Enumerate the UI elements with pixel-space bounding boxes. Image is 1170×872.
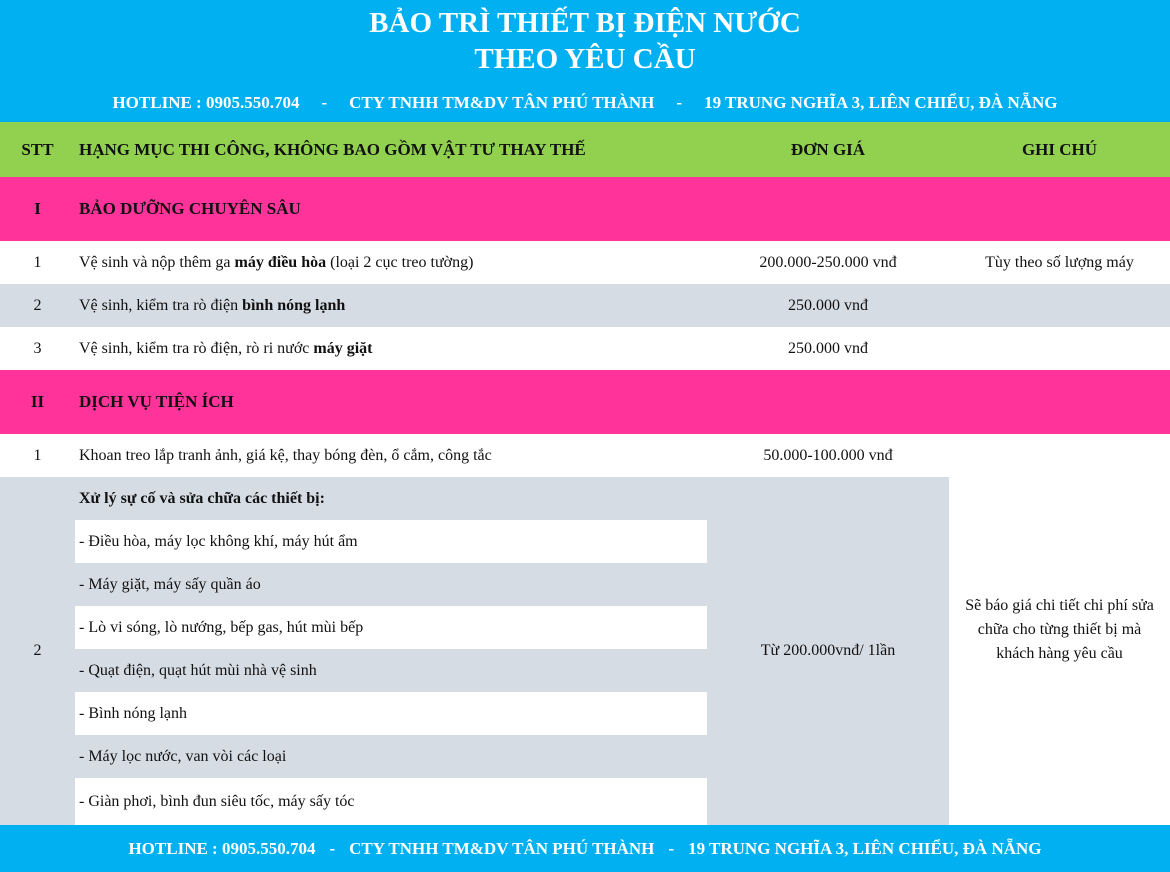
section-title: BẢO DƯỠNG CHUYÊN SÂU (79, 199, 301, 218)
table-row (0, 434, 949, 477)
row-note: Sẽ báo giá chi tiết chi phí sửa chữa cho từng thiết bị mà khách hàng yêu cầu (949, 434, 1170, 825)
hotline-text: HOTLINE : 0905.550.704 (128, 839, 316, 858)
row-item (75, 327, 707, 370)
page-title-line-2: THEO YÊU CẦU (474, 43, 696, 75)
row-stt: 1 (33, 253, 42, 271)
list-item: - Quạt điện, quạt hút mùi nhà vệ sinh (79, 661, 317, 679)
row-note: Tùy theo số lượng máy (985, 253, 1134, 271)
item-text: Vệ sinh và nộp thêm ga (79, 253, 235, 271)
item-text: Vệ sinh, kiểm tra rò điện, rò ri nước (79, 339, 314, 357)
row-item: Khoan treo lắp tranh ảnh, giá kệ, thay bóng đèn, ổ cắm, công tắc (79, 446, 492, 464)
list-item: - Máy lọc nước, van vòi các loại (79, 747, 287, 765)
table-row (0, 327, 1170, 370)
list-item: - Lò vi sóng, lò nướng, bếp gas, hút mùi bếp (75, 606, 707, 649)
column-header-note: GHI CHÚ (1021, 139, 1098, 159)
item-device: máy giặt (313, 339, 373, 357)
company-address: 19 TRUNG NGHĨA 3, LIÊN CHIỂU, ĐÀ NẴNG (704, 93, 1058, 112)
table-column-header (0, 122, 1170, 177)
column-header-item: HẠNG MỤC THI CÔNG, KHÔNG BAO GỒM VẬT TƯ THAY THẾ (79, 139, 586, 159)
separator: - (668, 839, 675, 858)
column-header-stt: STT (21, 139, 54, 159)
table-row (0, 284, 1170, 327)
row-price: 50.000-100.000 vnđ (763, 446, 893, 464)
row-stt: 3 (33, 339, 42, 357)
page-header (0, 0, 1170, 122)
item-text: Vệ sinh, kiểm tra rò điện (79, 296, 243, 314)
company-name: CTY TNHH TM&DV TÂN PHÚ THÀNH (349, 839, 655, 858)
separator: - (321, 93, 328, 112)
row-item (75, 241, 707, 284)
company-name: CTY TNHH TM&DV TÂN PHÚ THÀNH (349, 93, 655, 112)
section-number: II (30, 392, 45, 411)
page-title-line-1: BẢO TRÌ THIẾT BỊ ĐIỆN NƯỚC (369, 7, 801, 39)
list-item: - Điều hòa, máy lọc không khí, máy hút ẩm (75, 520, 707, 563)
hotline-text: HOTLINE : 0905.550.704 (112, 93, 300, 112)
row-price: 200.000-250.000 vnđ (759, 253, 897, 271)
row-stt: 2 (33, 642, 42, 659)
column-header-price: ĐƠN GIÁ (790, 139, 866, 159)
section-header-utility-services (0, 370, 1170, 434)
table-row (0, 241, 1170, 284)
row-stt: 1 (33, 446, 42, 464)
page-footer (0, 825, 1170, 872)
row-price: 250.000 vnđ (788, 296, 868, 314)
separator: - (676, 93, 683, 112)
section-title: DỊCH VỤ TIỆN ÍCH (79, 392, 234, 411)
list-item: - Bình nóng lạnh (75, 692, 707, 735)
repair-heading: Xử lý sự cố và sửa chữa các thiết bị: (79, 489, 325, 507)
section-header-maintenance (0, 177, 1170, 241)
row-price: Từ 200.000vnđ/ 1lần (760, 642, 896, 659)
item-device: bình nóng lạnh (242, 296, 346, 314)
item-device: máy điều hòa (234, 253, 327, 271)
row-price: 250.000 vnđ (788, 339, 868, 357)
section-number: I (34, 199, 41, 218)
row-stt: 2 (33, 296, 42, 314)
separator: - (329, 839, 336, 858)
header-contact-bar (0, 92, 1170, 114)
list-item: - Giàn phơi, bình đun siêu tốc, máy sấy tóc (75, 778, 707, 825)
company-address: 19 TRUNG NGHĨA 3, LIÊN CHIỂU, ĐÀ NẴNG (688, 839, 1042, 858)
item-text-suffix: (loại 2 cục treo tường) (326, 253, 474, 271)
footer-contact-bar (0, 837, 1170, 861)
list-item: - Máy giặt, máy sấy quần áo (79, 575, 261, 593)
row-item (75, 284, 707, 327)
